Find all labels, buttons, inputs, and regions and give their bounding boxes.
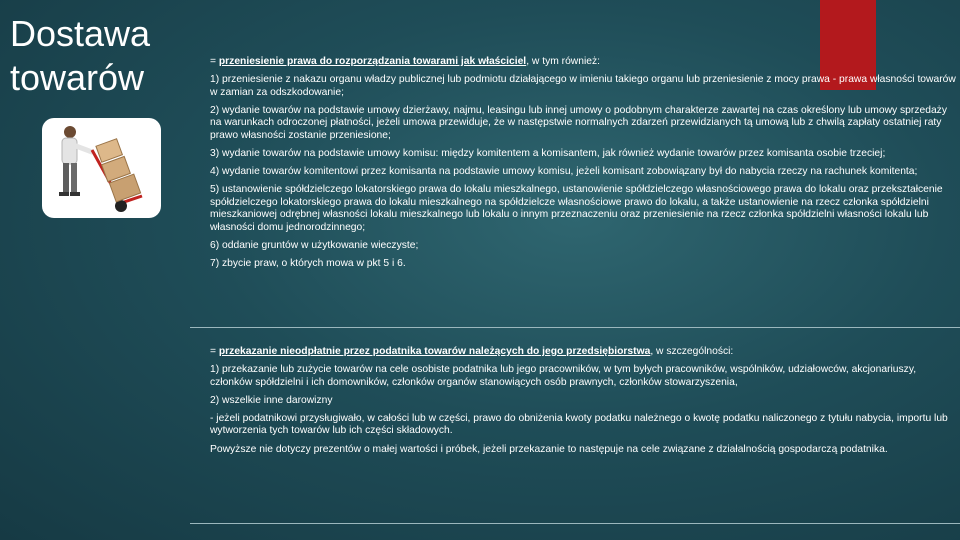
list-item: 2) wszelkie inne darowizny bbox=[210, 394, 333, 406]
list-item: 3) wydanie towarów na podstawie umowy komisu: między komitentem a komisantem, jak również wydanie towarów przez komisanta osobie trzeciej; bbox=[210, 148, 886, 160]
slide-title: Dostawa towarów bbox=[10, 13, 151, 98]
divider bbox=[190, 523, 960, 524]
list-item: 4) wydanie towarów komitentowi przez komisanta na podstawie umowy komisu, jeżeli komisant zobowiązany był do nabycia rzeczy na rachunek komitenta; bbox=[210, 166, 918, 178]
heading-link: przeniesienie prawa do rozporządzania towarami jak właściciel bbox=[218, 56, 527, 67]
section-heading: = przeniesienie prawa do rozporządzania towarami jak właściciel, w tym również: bbox=[210, 56, 600, 67]
list-item: Powyższe nie dotyczy prezentów o małej wartości i próbek, jeżeli przekazanie to następuje na cele związane z działalnością gospodarczą podatnika. bbox=[210, 443, 888, 455]
list-item: - jeżeli podatnikowi przysługiwało, w całości lub w części, prawo do obniżenia kwoty podatku należnego o kwotę podatku naliczonego z tytułu nabycia, importu lub wytworzenia tych towarów lub ich części składowych. bbox=[210, 412, 948, 437]
list-item: 1) przekazanie lub zużycie towarów na cele osobiste podatnika lub jego pracowników, w tym byłych pracowników, wspólników, udziałowców, akcjonariuszy, członków spółdzielni i ich domowników, członków organów stanowiących osób prawnych, członków stowarzyszenia, bbox=[210, 364, 917, 388]
divider bbox=[190, 327, 960, 328]
list-item: 7) zbycie praw, o których mowa w pkt 5 i 6. bbox=[210, 258, 406, 270]
list-item: 2) wydanie towarów na podstawie umowy dzierżawy, najmu, leasingu lub innej umowy o podobnym charakterze zawartej na czas określony lub umowy sprzedaży na warunkach odroczonej płatności, jeżeli umowa przewiduje, że w następstwie normalnych zdarzeń przewidzianych tą umową lub z chwilą zapłaty ostatniej raty prawo własności zostanie przeniesione; bbox=[210, 104, 947, 141]
list-item: 1) przeniesienie z nakazu organu władzy publicznej lub podmiotu działającego w imieniu takiego organu lub przeniesienie z mocy prawa - prawa własności towarów w zamian za odszkodowanie; bbox=[210, 74, 956, 98]
hand-truck-boxes-icon bbox=[42, 118, 161, 218]
list-item: 6) oddanie gruntów w użytkowanie wieczyste; bbox=[210, 240, 419, 252]
list-item: 5) ustanowienie spółdzielczego lokatorskiego prawa do lokalu mieszkalnego, ustanowienie spółdzielczego własnościowego prawa do lokalu oraz przekształcenie spółdzielczego lokatorskiego prawa do lokalu mieszkalnego na spółdzielcze własnościowe prawo do lokalu, a także ustanowienie na rzecz członka spółdzielni mieszkaniowej odrębnej własności lokalu mieszkalnego lub lokalu o innym przeznaczeniu oraz przeniesienie na rzecz członka spółdzielni własności lokalu lub własności domu jednorodzinnego; bbox=[210, 184, 943, 234]
section-ownership-transfer bbox=[210, 56, 958, 276]
section-free-transfer bbox=[210, 346, 958, 462]
section-heading: = przekazanie nieodpłatnie przez podatnika towarów należących do jego przedsiębiorstwa, w szczególności: bbox=[210, 346, 734, 357]
heading-link: przekazanie nieodpłatnie przez podatnika towarów należących do jego przedsiębiorstwa bbox=[218, 346, 651, 357]
